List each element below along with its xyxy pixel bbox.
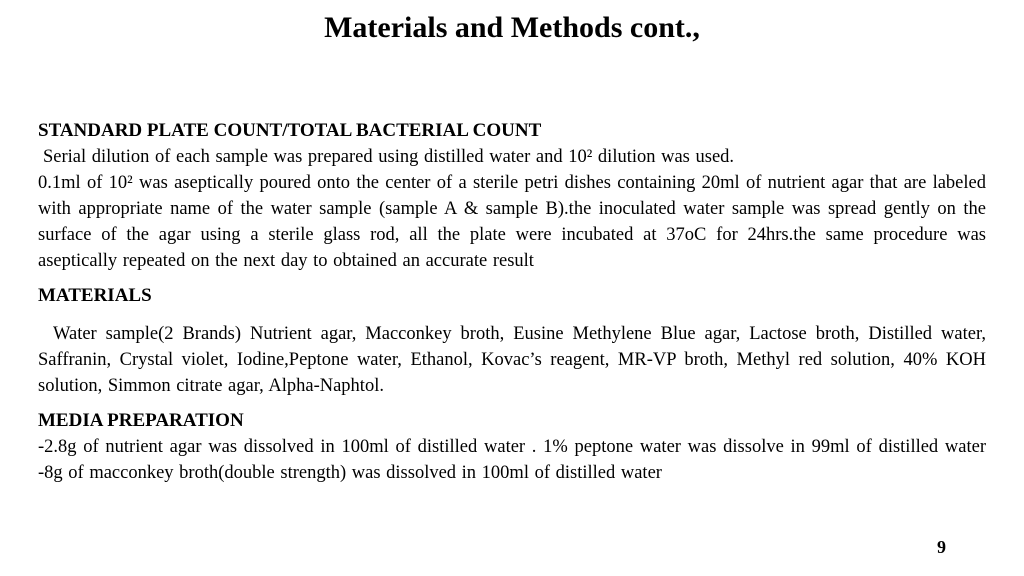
slide-body: [38, 118, 986, 486]
section-media-preparation: [38, 408, 986, 486]
page-number: 9: [937, 537, 946, 557]
section-heading-standard-plate-count: STANDARD PLATE COUNT/TOTAL BACTERIAL COUNT: [38, 120, 542, 141]
paragraph-plate-count-procedure: 0.1ml of 10² was aseptically poured onto the center of a sterile petri dishes containing 20ml of nutrient agar that are labeled with appropriate name of the water sample (sample A & sample B).the inoculated water sample was spread gently on the surface of the agar using a sterile glass rod, all the plate were incubated at 37oC for 24hrs.the same procedure was aseptically repeated on the next day to obtained an accurate result: [38, 173, 986, 271]
section-standard-plate-count: [38, 118, 986, 274]
paragraph-materials-list: Water sample(2 Brands) Nutrient agar, Macconkey broth, Eusine Methylene Blue agar, Lactose broth, Distilled water, Saffranin, Crystal violet, Iodine,Peptone water, Ethanol, Kovac’s reagent, MR-VP broth, Methyl red solution, 40% KOH solution, Simmon citrate agar, Alpha-Naphtol.: [38, 324, 986, 396]
section-heading-media-preparation: MEDIA PREPARATION: [38, 410, 244, 431]
paragraph-media-preparation: -2.8g of nutrient agar was dissolved in 100ml of distilled water . 1% peptone water was dissolve in 99ml of distilled water -8g of macconkey broth(double strength) was dissolved in 100ml of distilled water: [38, 437, 986, 483]
section-materials: [38, 283, 986, 399]
section-heading-materials: MATERIALS: [38, 285, 152, 306]
paragraph-serial-dilution: Serial dilution of each sample was prepared using distilled water and 10² dilution was used.: [43, 147, 735, 167]
slide-title: Materials and Methods cont.,: [324, 11, 700, 44]
